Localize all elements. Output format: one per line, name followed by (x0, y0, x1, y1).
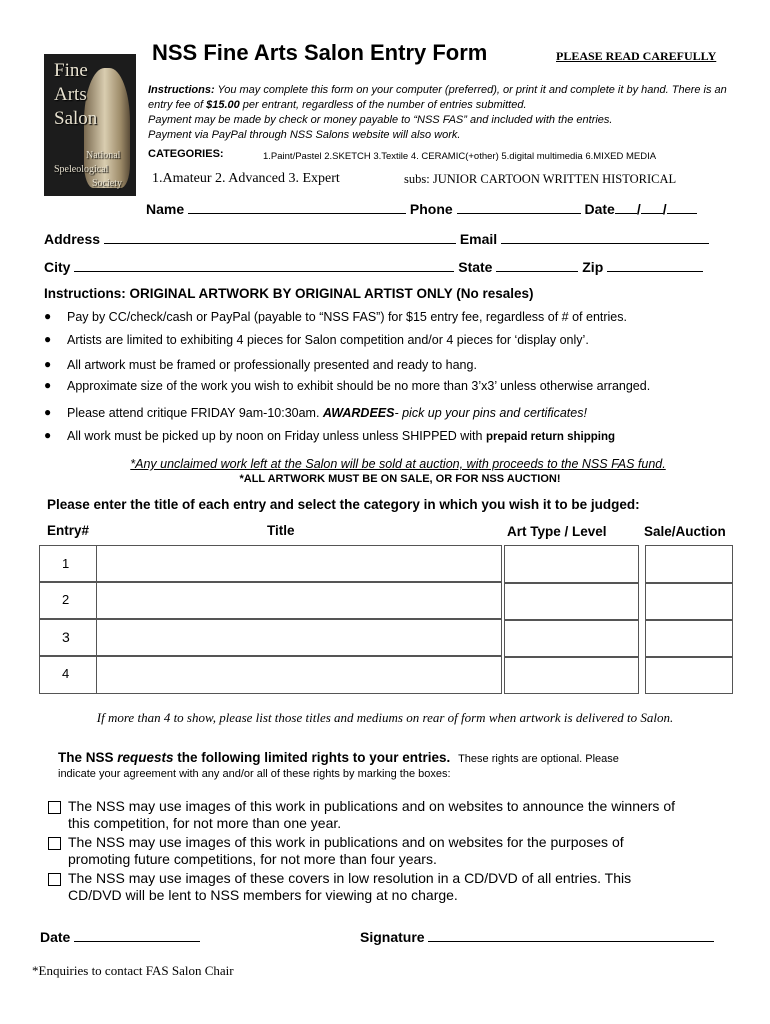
right-2-checkbox[interactable] (48, 837, 61, 850)
date-month-field[interactable] (615, 200, 637, 214)
instructions-text1: You may complete this form on your computer (preferred), or print it and complete it by hand. There is an entry fee of (148, 84, 727, 111)
bullet-icon: ● (44, 378, 52, 392)
logo-line2: Arts (54, 84, 87, 105)
address-field[interactable] (104, 230, 456, 244)
signature-field[interactable] (428, 928, 714, 942)
phone-field[interactable] (457, 200, 581, 214)
right-3-text: The NSS may use images of these covers in low resolution in a CD/DVD of all entries. This CD/DVD will be lent to NSS members for viewing at no charge. (68, 870, 632, 903)
on-sale-note: *ALL ARTWORK MUST BE ON SALE, OR FOR NSS AUCTION! (239, 473, 561, 485)
right-1-checkbox[interactable] (48, 801, 61, 814)
more-entries-note: If more than 4 to show, please list those titles and mediums on rear of form when artwork is delivered to Salon. (96, 710, 674, 725)
bullet-icon: ● (44, 428, 52, 442)
name-label: Name (146, 201, 185, 217)
sale-auction-cell[interactable] (645, 620, 733, 657)
enquiries-footer: *Enquiries to contact FAS Salon Chair (32, 963, 234, 978)
entry-number: 4 (62, 666, 70, 681)
entry-number: 1 (62, 556, 70, 571)
sign-date-field[interactable] (74, 928, 200, 942)
zip-field[interactable] (607, 258, 703, 272)
bullet-icon: ● (44, 405, 52, 419)
col-type-header: Art Type / Level (507, 524, 607, 539)
email-label: Email (459, 231, 498, 247)
instructions-text2: per entrant, regardless of the number of entries submitted. (239, 99, 527, 111)
instructions-label: Instructions: (148, 84, 215, 96)
sale-auction-cell[interactable] (645, 657, 733, 694)
entries-heading: Please enter the title of each entry and select the category in which you wish it to be judged: (47, 497, 640, 512)
sale-auction-cell[interactable] (645, 583, 733, 620)
instructions-text4: Payment via PayPal through NSS Salons website will also work. (148, 129, 461, 141)
fine-arts-salon-logo (44, 54, 136, 196)
instructions-text3: Payment may be made by check or money payable to “NSS FAS” and included with the entries. (148, 114, 613, 126)
logo-line3: Salon (54, 108, 98, 129)
date-year-field[interactable] (667, 200, 697, 214)
city-label: City (44, 259, 71, 275)
signature-row (360, 928, 714, 945)
state-field[interactable] (496, 258, 578, 272)
address-label: Address (44, 231, 101, 247)
logo-sub1: National (86, 150, 121, 161)
levels-list: 1.Amateur 2. Advanced 3. Expert (152, 171, 340, 186)
rules-heading: Instructions: ORIGINAL ARTWORK BY ORIGINAL ARTIST ONLY (No resales) (44, 286, 534, 301)
bullet-icon: ● (44, 332, 52, 346)
row-divider (39, 655, 502, 657)
sign-date-row (40, 928, 200, 945)
name-row: Name Phone Date / / (146, 200, 697, 217)
city-row (44, 258, 703, 275)
bullet-icon: ● (44, 357, 52, 371)
art-type-cell[interactable] (504, 583, 639, 620)
categories-label: CATEGORIES: (148, 148, 224, 160)
logo-sub2: Speleological (54, 164, 109, 175)
right-2-text: The NSS may use images of this work in publications and on websites for the purposes of promoting future competitions, for not more than four years. (68, 834, 624, 867)
col-sale-header: Sale/Auction (644, 524, 726, 539)
sale-auction-cell[interactable] (645, 545, 733, 583)
rights-subtext: indicate your agreement with any and/or all of these rights by marking the boxes: (58, 768, 451, 780)
logo-sub3: Society (92, 178, 122, 189)
email-field[interactable] (501, 230, 709, 244)
state-label: State (458, 259, 493, 275)
city-field[interactable] (74, 258, 454, 272)
row-divider (39, 618, 502, 620)
logo-line1: Fine (54, 60, 88, 81)
page-title: NSS Fine Arts Salon Entry Form (152, 40, 488, 65)
row-divider (39, 581, 502, 583)
entry-fee: $15.00 (206, 99, 240, 111)
subs-list: subs: JUNIOR CARTOON WRITTEN HISTORICAL (404, 172, 677, 186)
art-type-cell[interactable] (504, 620, 639, 657)
name-field[interactable] (188, 200, 406, 214)
right-1-text: The NSS may use images of this work in publications and on websites to announce the winners of this competition, for not more than one year. (68, 798, 675, 831)
signature-label: Signature (360, 929, 425, 945)
entry-number: 2 (62, 592, 70, 607)
col-title-header: Title (267, 523, 295, 538)
art-type-cell[interactable] (504, 657, 639, 694)
col-entry-header: Entry# (47, 523, 90, 538)
address-row (44, 230, 709, 247)
zip-label: Zip (582, 259, 604, 275)
right-3-checkbox[interactable] (48, 873, 61, 886)
date-day-field[interactable] (641, 200, 663, 214)
rights-heading: The NSS requests the following limited rights to your entries. These rights are optional. Please (58, 750, 619, 765)
bullet-icon: ● (44, 309, 52, 323)
sign-date-label: Date (40, 929, 71, 945)
please-read-notice: PLEASE READ CAREFULLY (556, 49, 717, 63)
instructions-block (148, 83, 728, 143)
art-type-cell[interactable] (504, 545, 639, 583)
phone-label: Phone (409, 201, 453, 217)
date-label: Date (584, 201, 615, 217)
entry-number: 3 (62, 629, 70, 645)
categories-values: 1.Paint/Pastel 2.SKETCH 3.Textile 4. CERAMIC(+other) 5.digital multimedia 6.MIXED MEDIA (263, 151, 657, 162)
unclaimed-note: *Any unclaimed work left at the Salon will be sold at auction, with proceeds to the NSS FAS fund. (130, 457, 666, 471)
